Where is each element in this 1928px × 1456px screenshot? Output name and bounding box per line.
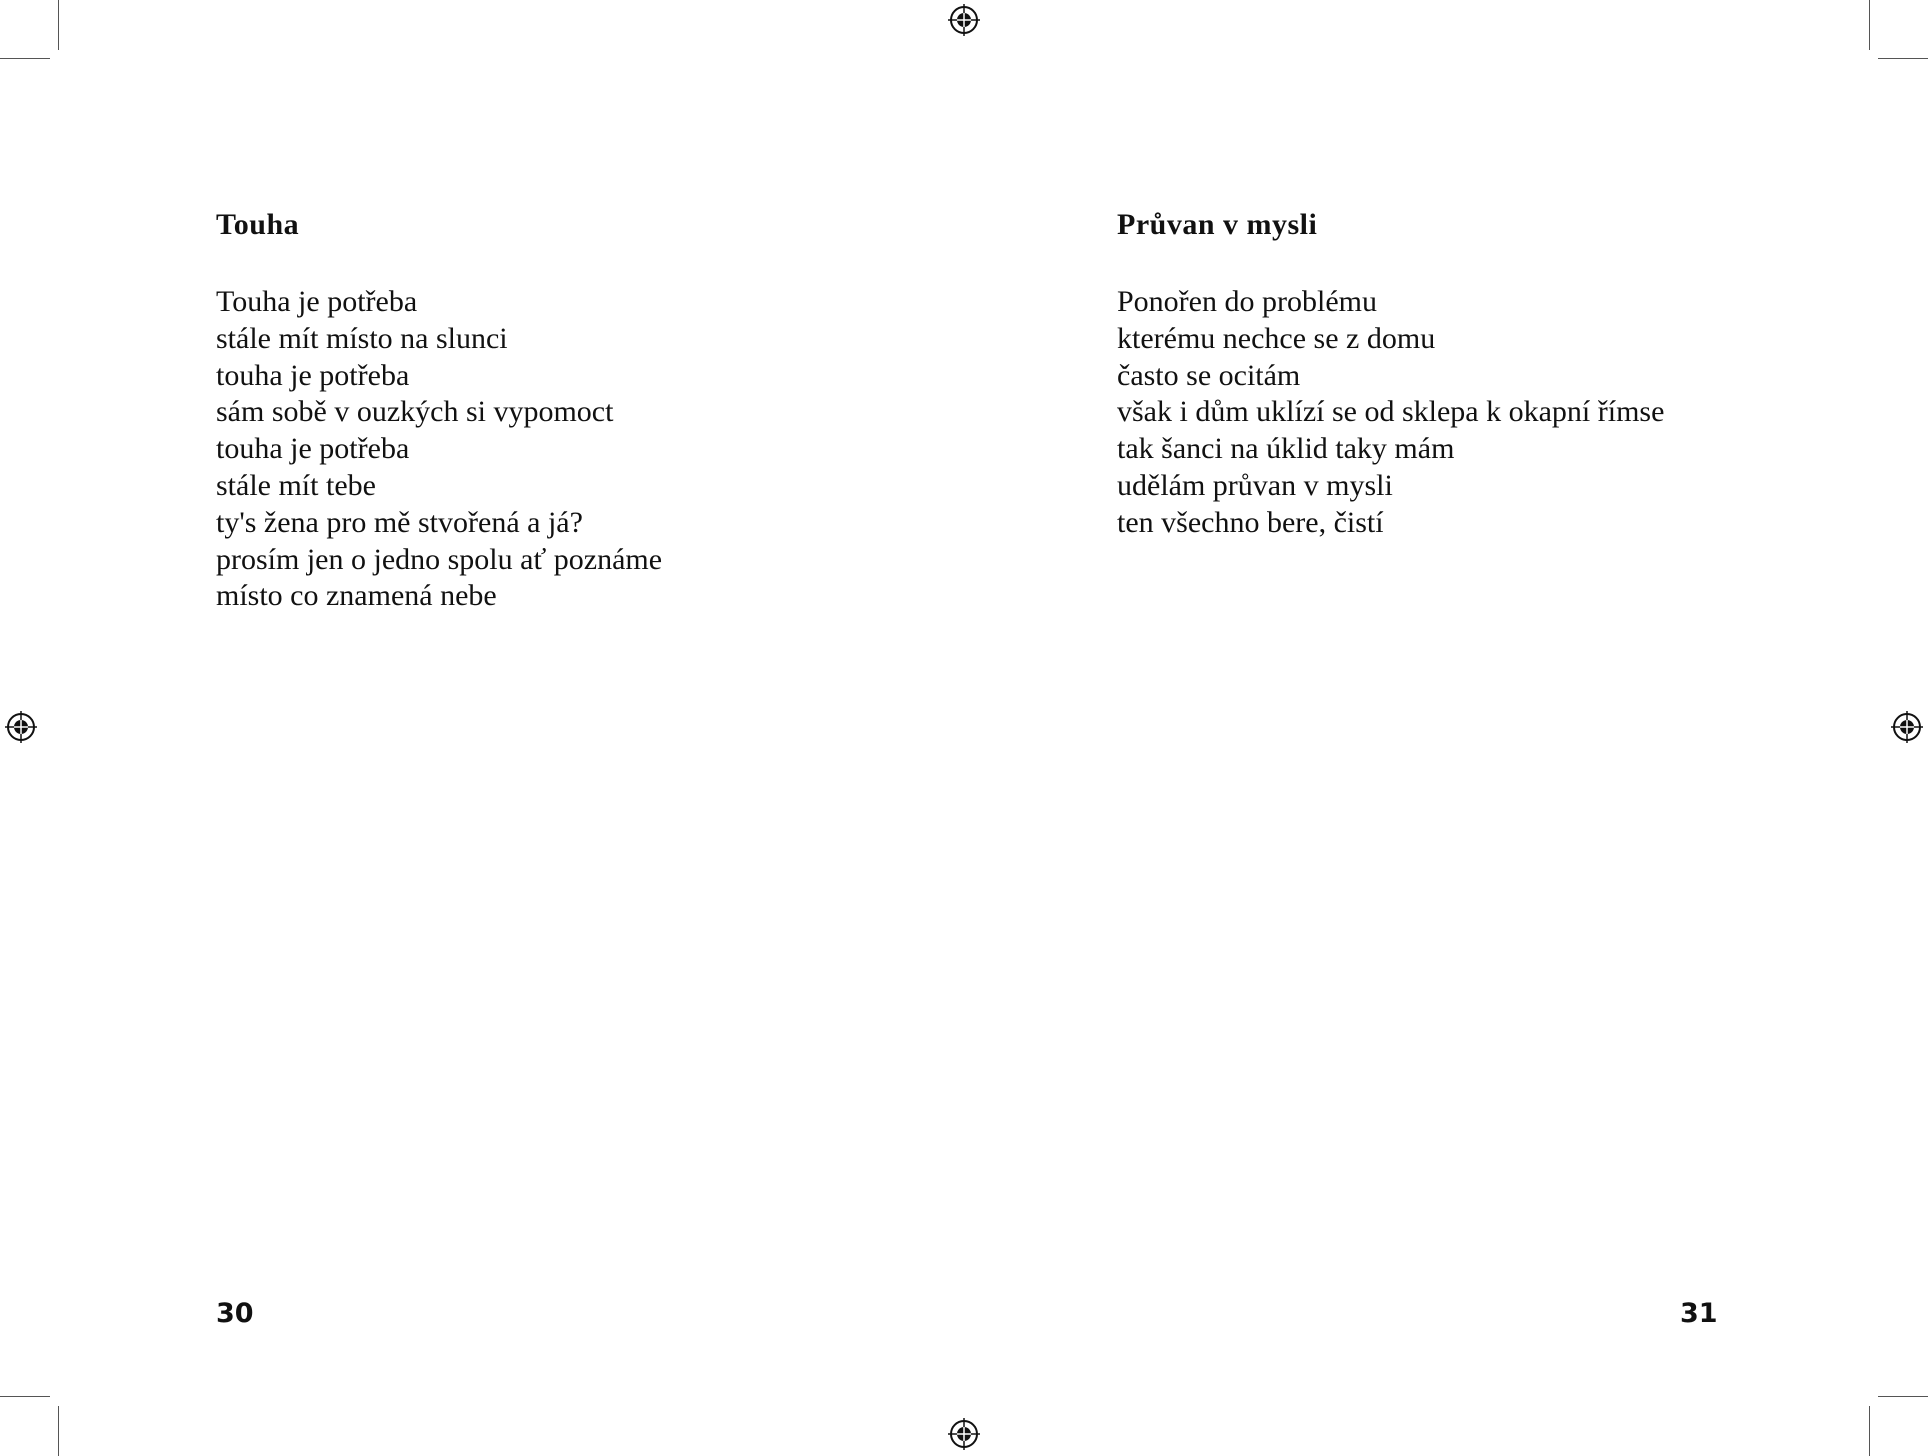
- poem-line: Ponořen do problému: [1117, 285, 1377, 318]
- crop-mark: [1869, 0, 1870, 50]
- poem-line: kterému nechce se z domu: [1117, 321, 1436, 355]
- crop-mark: [58, 0, 59, 50]
- page-number: 31: [1680, 1298, 1718, 1329]
- crop-mark: [0, 1396, 50, 1397]
- poem-line: ten všechno bere, čistí: [1117, 505, 1384, 539]
- poem-line: stále mít tebe: [216, 468, 376, 502]
- crop-mark: [58, 1406, 59, 1456]
- registration-mark-icon: [948, 4, 980, 36]
- left-page: [216, 0, 916, 1456]
- poem-line: udělám průvan v mysli: [1117, 468, 1393, 502]
- poem-title: Průvan v mysli: [1117, 208, 1318, 241]
- poem-title: Touha: [216, 208, 300, 241]
- crop-mark: [1878, 58, 1928, 59]
- crop-mark: [1869, 1406, 1870, 1456]
- poem-body: [216, 284, 662, 615]
- poem-line: sám sobě v ouzkých si vypomoct: [216, 395, 614, 429]
- crop-mark: [0, 58, 50, 59]
- registration-mark-icon: [948, 1418, 980, 1450]
- poem-line: tak šanci na úklid taky mám: [1117, 432, 1455, 466]
- poem-line: prosím jen o jedno spolu ať poznáme: [216, 542, 663, 576]
- page-number: 30: [216, 1298, 254, 1329]
- right-page: [1117, 0, 1817, 1456]
- poem-line: ty's žena pro mě stvořená a já?: [216, 505, 583, 539]
- poem-line: však i dům uklízí se od sklepa k okapní římse: [1117, 395, 1665, 429]
- poem-body: [1117, 284, 1664, 542]
- poem-line: stále mít místo na slunci: [216, 321, 508, 355]
- poem-line: touha je potřeba: [216, 358, 410, 392]
- registration-mark-icon: [1891, 711, 1923, 743]
- crop-mark: [1878, 1396, 1928, 1397]
- registration-mark-icon: [5, 711, 37, 743]
- poem-line: touha je potřeba: [216, 432, 410, 466]
- poem-line: místo co znamená nebe: [216, 579, 497, 613]
- poem-line: často se ocitám: [1117, 358, 1301, 392]
- poem-line: Touha je potřeba: [216, 285, 418, 318]
